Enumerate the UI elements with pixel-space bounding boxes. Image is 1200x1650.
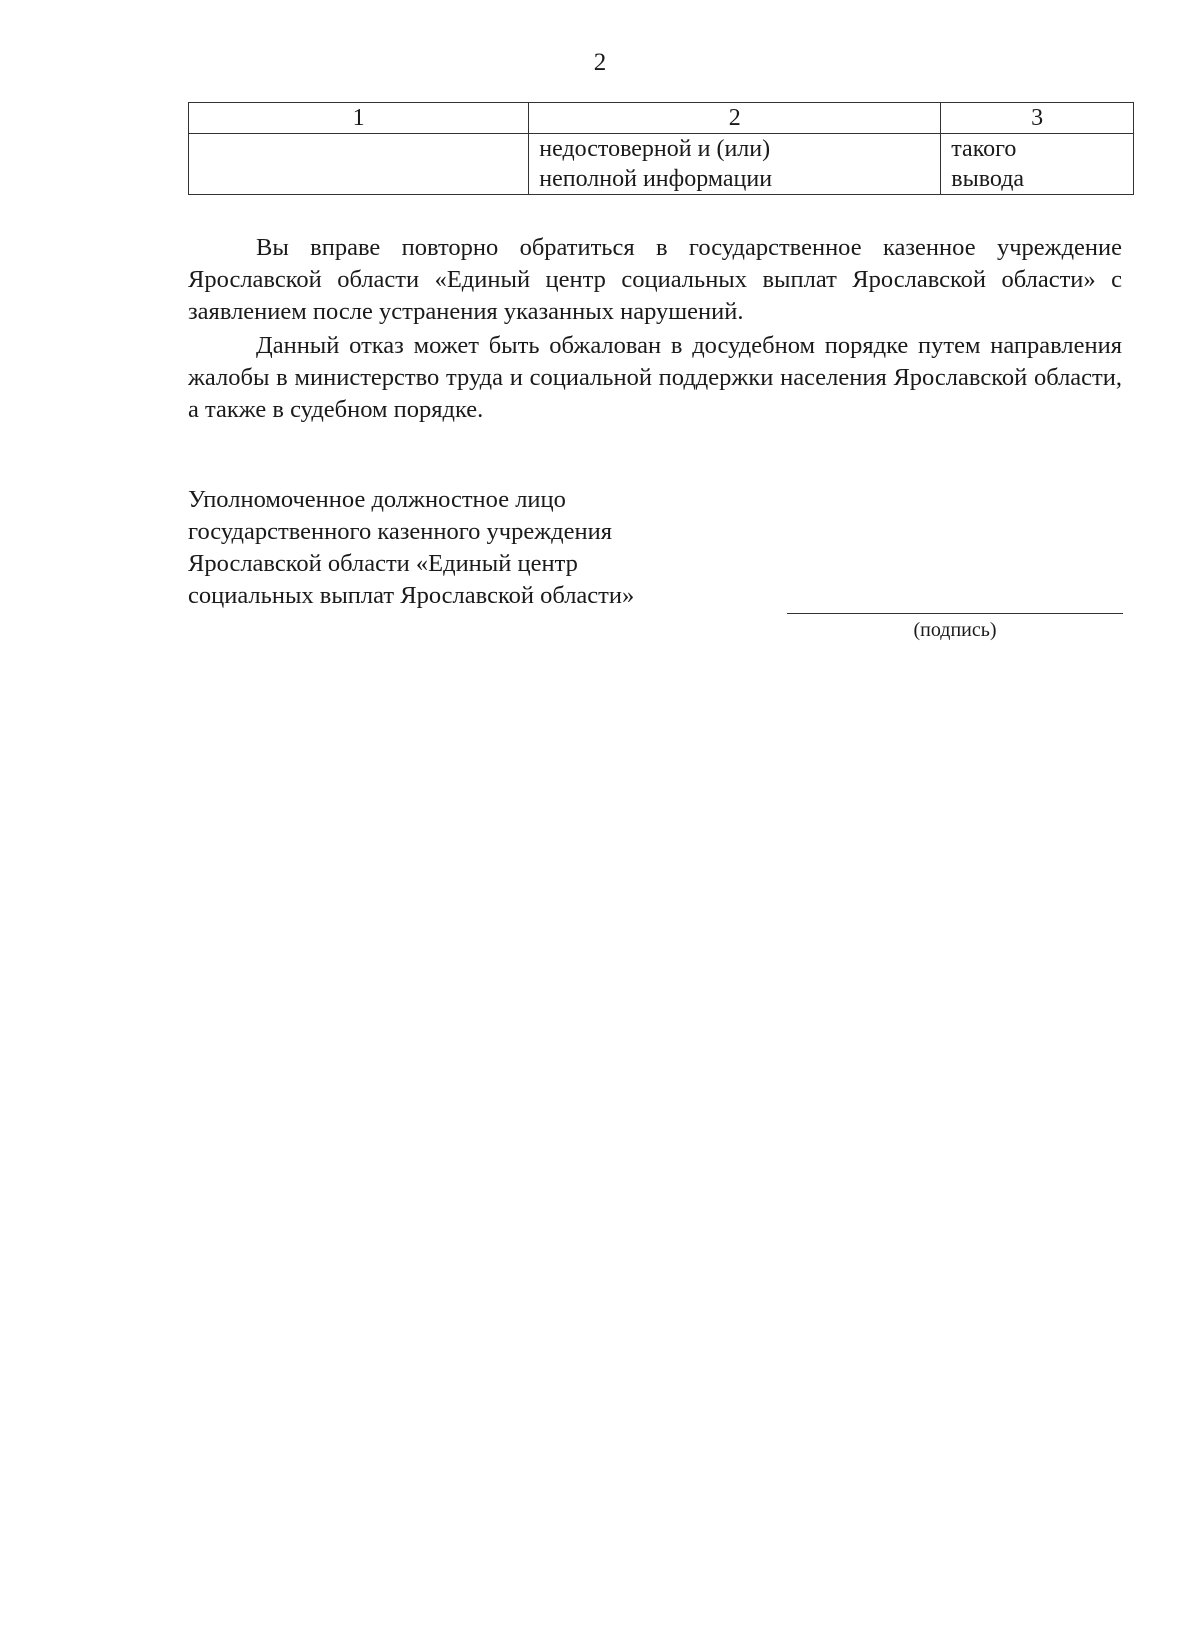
- table-header-cell: 3: [941, 103, 1134, 134]
- signer-line: Ярославской области «Единый центр: [188, 550, 578, 577]
- paragraph-appeal: Данный отказ может быть обжалован в досудебном порядке путем направления жалобы в министерство труда и социальной поддержки населения Ярославской области, а также в судебном порядке.: [188, 332, 1122, 423]
- signature-line: [787, 613, 1123, 614]
- table-cell-line: вывода: [951, 166, 1025, 192]
- table-cell: [529, 134, 941, 195]
- page-number: 2: [593, 49, 607, 76]
- table-cell: [941, 134, 1134, 195]
- signer-line: Уполномоченное должностное лицо: [188, 486, 566, 513]
- table-header-cell: 1: [189, 103, 529, 134]
- table-cell-line: неполной информации: [539, 166, 773, 192]
- table-cell: [189, 134, 529, 195]
- signer-line: государственного казенного учреждения: [188, 518, 613, 545]
- document-table: [188, 102, 1134, 195]
- table-row: [189, 134, 1134, 195]
- table-cell-line: недостоверной и (или): [539, 136, 771, 162]
- table-header-cell: 2: [529, 103, 941, 134]
- signature-caption: (подпись): [913, 619, 997, 641]
- paragraph-reapply: Вы вправе повторно обратиться в государственное казенное учреждение Ярославской области «Единый центр социальных выплат Ярославской области» с заявлением после устранения указанных нарушений.: [188, 234, 1122, 325]
- table-cell-line: такого: [951, 136, 1017, 162]
- signer-block: [188, 484, 634, 612]
- table-header-row: [189, 103, 1134, 134]
- signer-line: социальных выплат Ярославской области»: [188, 582, 635, 609]
